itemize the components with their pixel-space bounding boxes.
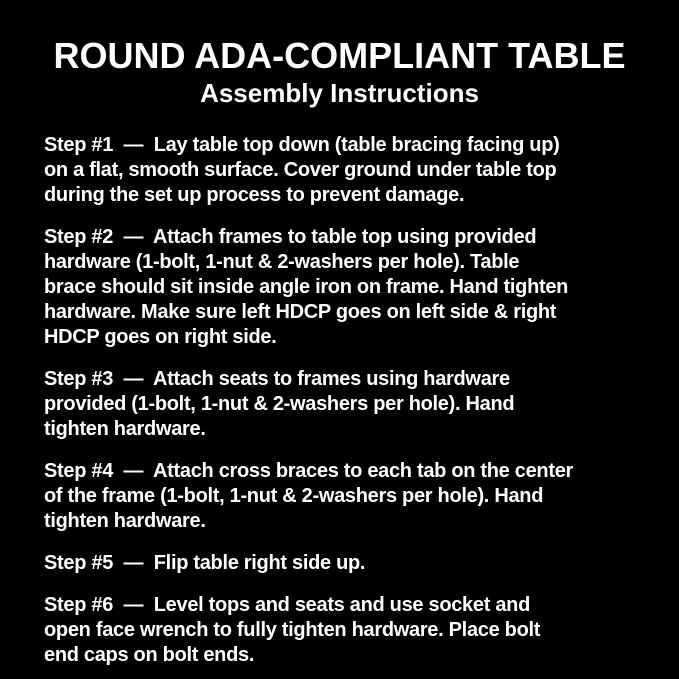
step-5: [44, 551, 649, 576]
step-6-line-1: Step #6 — Level tops and seats and use socket and: [44, 594, 530, 616]
step-4: [44, 459, 649, 534]
page-subtitle: Assembly Instructions: [200, 78, 479, 108]
step-3-line-3: tighten hardware.: [44, 418, 206, 440]
step-6: [44, 593, 649, 668]
step-3-line-1: Step #3 — Attach seats to frames using hardware: [44, 368, 510, 390]
step-2: [44, 225, 649, 350]
step-6-line-2: open face wrench to fully tighten hardware. Place bolt: [44, 619, 541, 641]
step-2-line-2: hardware (1-bolt, 1-nut & 2-washers per hole). Table: [44, 251, 520, 273]
page-title: ROUND ADA-COMPLIANT TABLE: [53, 35, 626, 76]
steps-list: [44, 133, 649, 668]
step-2-line-1: Step #2 — Attach frames to table top using provided: [44, 226, 537, 248]
step-2-line-5: HDCP goes on right side.: [44, 326, 277, 348]
step-6-line-3: end caps on bolt ends.: [44, 644, 255, 666]
step-1: [44, 133, 649, 208]
step-1-line-3: during the set up process to prevent damage.: [44, 184, 465, 206]
step-2-line-4: hardware. Make sure left HDCP goes on left side & right: [44, 301, 557, 323]
step-3-line-2: provided (1-bolt, 1-nut & 2-washers per hole). Hand: [44, 393, 515, 415]
step-1-line-1: Step #1 — Lay table top down (table bracing facing up): [44, 134, 560, 156]
step-2-line-3: brace should sit inside angle iron on frame. Hand tighten: [44, 276, 569, 298]
step-4-line-1: Step #4 — Attach cross braces to each tab on the center: [44, 460, 573, 482]
step-1-line-2: on a flat, smooth surface. Cover ground under table top: [44, 159, 557, 181]
step-3: [44, 367, 649, 442]
step-4-line-2: of the frame (1-bolt, 1-nut & 2-washers per hole). Hand: [44, 485, 544, 507]
step-5-line-1: Step #5 — Flip table right side up.: [44, 552, 366, 574]
step-4-line-3: tighten hardware.: [44, 510, 206, 532]
